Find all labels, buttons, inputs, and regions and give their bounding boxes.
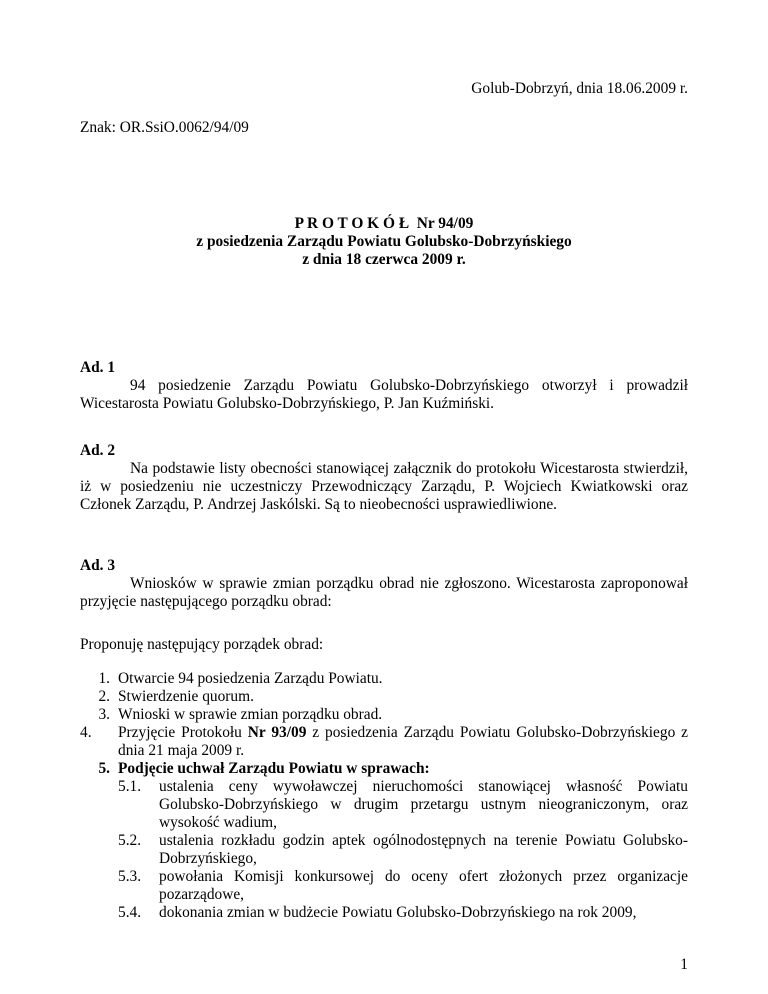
section-ad-1 — [80, 359, 688, 413]
document-title — [80, 215, 688, 269]
agenda-list — [80, 670, 688, 922]
list-item — [80, 670, 688, 688]
list-number: 5. — [98, 760, 110, 777]
section-heading: Ad. 3 — [80, 557, 116, 574]
list-text: Podjęcie uchwał Zarządu Powiatu w sprawach: — [118, 760, 430, 777]
section-heading: Ad. 2 — [80, 442, 116, 459]
list-number: 5.2. — [118, 832, 142, 849]
sub-list-item — [80, 778, 688, 832]
section-text: Na podstawie listy obecności stanowiącej załącznik do protokołu Wicestarosta stwierdził, iż w posiedzeniu nie uczestniczy Przewodniczący Zarządu, P. Wojciech Kwiatkowski oraz Członek Zarządu, P. Andrzej Jaskólski. Są to nieobecności usprawiedliwione. — [80, 460, 688, 513]
list-text: ustalenia ceny wywoławczej nieruchomości stanowiącej własność Powiatu Golubsko-Dobrzyńskiego w drugim przetargu ustnym nieograniczonym, oraz wysokość wadium, — [159, 778, 688, 831]
list-text: powołania Komisji konkursowej do oceny ofert złożonych przez organizacje pozarządowe, — [159, 868, 688, 903]
list-number: 5.3. — [118, 868, 142, 885]
title-line-2: z posiedzenia Zarządu Powiatu Golubsko-Dobrzyńskiego — [196, 233, 572, 250]
title-line-3: z dnia 18 czerwca 2009 r. — [302, 251, 466, 268]
list-text: ustalenia rozkładu godzin aptek ogólnodostępnych na terenie Powiatu Golubsko-Dobrzyńskiego, — [159, 832, 688, 867]
section-text: 94 posiedzenie Zarządu Powiatu Golubsko-Dobrzyńskiego otworzył i prowadził Wicestarosta Powiatu Golubsko-Dobrzyńskiego, P. Jan Kuźmiński. — [80, 377, 688, 412]
sub-list-item — [80, 868, 688, 904]
list-text: Wnioski w sprawie zmian porządku obrad. — [118, 706, 383, 723]
section-ad-3 — [80, 557, 688, 611]
list-text: z posiedzenia Zarządu Powiatu Golubsko-Dobrzyńskiego z dnia 21 maja 2009 r. — [118, 724, 688, 759]
list-item — [80, 760, 688, 778]
list-number: 1. — [98, 670, 110, 687]
place-and-date: Golub-Dobrzyń, dnia 18.06.2009 r. — [471, 80, 688, 97]
section-ad-2 — [80, 442, 688, 514]
list-item — [80, 706, 688, 724]
list-item — [80, 688, 688, 706]
list-number: 5.1. — [118, 778, 142, 795]
list-number: 5.4. — [118, 904, 142, 921]
agenda-intro: Proponuję następujący porządek obrad: — [80, 636, 324, 653]
protocol-number: Nr 93/09 — [247, 724, 307, 741]
sub-list-item — [80, 904, 688, 922]
list-item — [80, 724, 688, 760]
list-text: dokonania zmian w budżecie Powiatu Golubsko-Dobrzyńskiego na rok 2009, — [159, 904, 637, 921]
sub-list-item — [80, 832, 688, 868]
section-text: Wniosków w sprawie zmian porządku obrad nie zgłoszono. Wicestarosta zaproponował przyjęcie następującego porządku obrad: — [80, 575, 688, 610]
list-number: 3. — [98, 706, 110, 723]
list-text: Stwierdzenie quorum. — [118, 688, 254, 705]
list-text: Otwarcie 94 posiedzenia Zarządu Powiatu. — [118, 670, 383, 687]
list-number: 4. — [80, 724, 92, 741]
list-text: Przyjęcie Protokołu — [118, 724, 248, 741]
title-line-1: P R O T O K Ó Ł Nr 94/09 — [294, 215, 474, 232]
reference-sign: Znak: OR.SsiO.0062/94/09 — [80, 119, 249, 136]
section-heading: Ad. 1 — [80, 359, 116, 376]
page-number: 1 — [680, 956, 688, 973]
list-number: 2. — [98, 688, 110, 705]
